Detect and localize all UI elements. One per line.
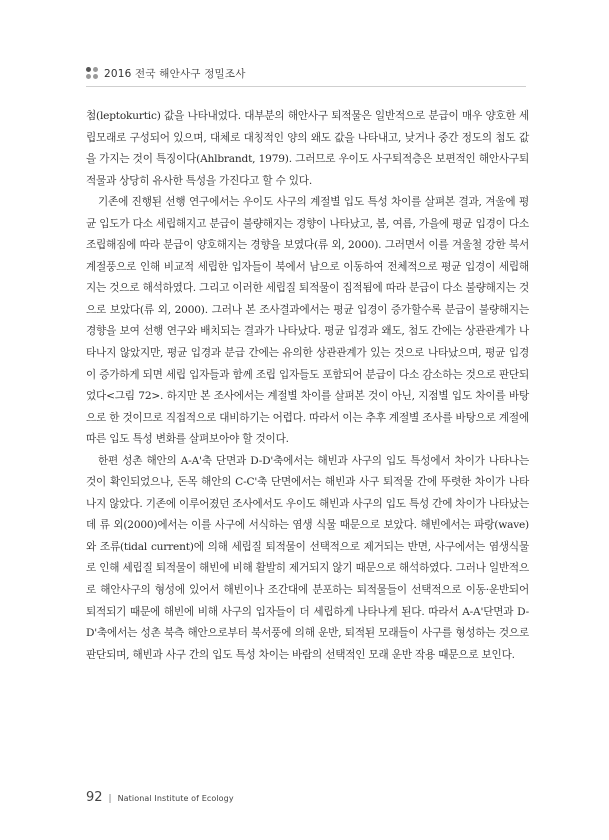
header-title: 2016 전국 해안사구 정밀조사 — [104, 67, 246, 80]
footer-separator: | — [108, 794, 112, 804]
page-footer — [86, 790, 234, 810]
footer-organization: National Institute of Ecology — [117, 794, 234, 803]
paragraph-2: 기존에 진행된 선행 연구에서는 우이도 사구의 계절별 입도 특성 차이를 살펴본 결과, 겨울에 평균 입도가 다소 세립해지고 분급이 불량해지는 경향이 나타났고, 봄, 여름, 가을에 평균 입경이 다소 조립해짐에 따라 분급이 양호해지는 경향을 보였다(류 외, 2000). 그러면서 이를 겨울철 강한 북서 계절풍으로 인해 비교적 세립한 입자들이 북에서 남으로 이동하여 전체적으로 평균 입경이 세립해지는 것으로 해석하였다. 그리고 이러한 세립질 퇴적물이 집적됨에 따라 분급이 다소 불량해지는 것으로 보았다(류 외, 2000). 그러나 본 조사결과에서는 평균 입경이 증가할수록 분급이 불량해지는 경향을 보여 선행 연구와 배치되는 결과가 나타났다. 평균 입경과 왜도, 첨도 간에는 상관관계가 나타나지 않았지만, 평균 입경과 분급 간에는 유의한 상관관계가 있는 것으로 나타났으며, 평균 입경이 증가하게 되면 세립 입자들과 함께 조립 입자들도 포함되어 분급이 다소 감소하는 것으로 판단되었다<그림 72>. 하지만 본 조사에서는 계절별 차이를 살펴본 것이 아닌, 지점별 입도 차이를 바탕으로 한 것이므로 직접적으로 대비하기는 어렵다. 따라서 이는 추후 계절별 조사를 바탕으로 계절에 따른 입도 특성 변화를 살펴보아야 할 것이다. — [86, 196, 529, 446]
paragraph-1: 첨(leptokurtic) 값을 나타내었다. 대부분의 해안사구 퇴적물은 일반적으로 분급이 매우 양호한 세립모래로 구성되어 있으며, 대체로 대칭적인 양의 왜도 값을 나타내고, 낮거나 중간 정도의 첨도 값을 가지는 것이 특징이다(Ahlbrandt, 1979). 그러므로 우이도 사구퇴적층은 보편적인 해안사구퇴적물과 상당히 유사한 특성을 가진다고 할 수 있다. — [86, 110, 529, 187]
page-number: 92 — [86, 790, 103, 805]
body-text — [86, 106, 529, 666]
header-dots-icon — [86, 67, 98, 79]
running-header — [86, 64, 526, 82]
paragraph-3: 한편 성촌 해안의 A-A'축 단면과 D-D'축에서는 해빈과 사구의 입도 특성에서 차이가 나타나는 것이 확인되었으나, 돈목 해안의 C-C'축 단면에서는 해빈과 사구 퇴적물 간에 뚜렷한 차이가 나타나지 않았다. 기존에 이루어졌던 조사에서도 우이도 해빈과 사구의 입도 특성 간에 차이가 나타났는데 류 외(2000)에서는 이를 사구에 서식하는 염생 식물 때문으로 보았다. 해빈에서는 파랑(wave)와 조류(tidal current)에 의해 세립질 퇴적물이 선택적으로 제거되는 반면, 사구에서는 염생식물로 인해 세립질 퇴적물이 해빈에 비해 활발히 제거되지 않기 때문으로 해석하였다. 그러나 일반적으로 해안사구의 형성에 있어서 해빈이나 조간대에 분포하는 퇴적물들이 선택적으로 이동·운반되어 퇴적되기 때문에 해빈에 비해 사구의 입자들이 더 세립하게 나타나게 된다. 따라서 A-A'단면과 D-D'축에서는 성촌 북측 해안으로부터 북서풍에 의해 운반, 퇴적된 모래들이 사구를 형성하는 것으로 판단되며, 해빈과 사구 간의 입도 특성 차이는 바람의 선택적인 모래 운반 작용 때문으로 보인다. — [86, 454, 529, 661]
header-divider — [86, 86, 526, 87]
